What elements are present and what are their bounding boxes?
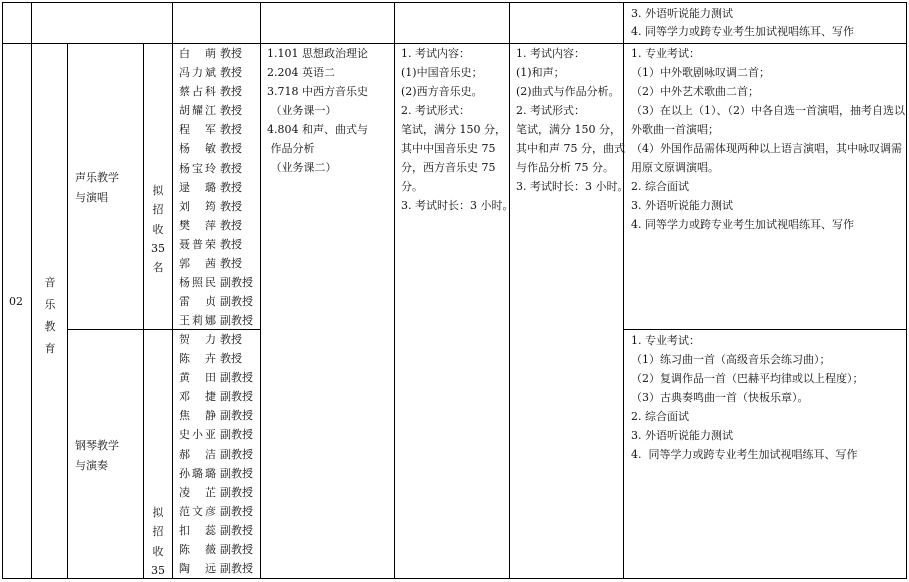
teacher-title: 教授	[220, 257, 242, 271]
quota-char: 拟	[152, 184, 164, 197]
teacher-name: 贺力	[179, 333, 216, 346]
teacher-row	[179, 464, 253, 483]
field-name	[40, 272, 60, 360]
teacher-row	[179, 425, 253, 444]
teacher-row	[179, 254, 253, 273]
teacher-name: 焦静	[179, 409, 216, 423]
teacher-row	[179, 349, 253, 368]
vocal-remarks: 1. 专业考试： （1）中外歌剧咏叹调二首； （2）中外艺术歌曲二首； （3）在以上（1）、（2）中各自选一首演唱，抽考自选以 外歌曲一首演唱； （4）外国作品需体现两种以上语言演唱，其中咏叹调需 用原文原调演唱。 2. 综合面试 3. 外语听说能力测试 4. 同等学力或跨专业考生加试视唱练耳、写作	[631, 47, 905, 231]
teacher-name: 扣蕊	[179, 523, 216, 537]
teacher-name: 凌芷	[179, 485, 216, 499]
teacher-title: 教授	[220, 237, 242, 251]
teacher-row	[179, 445, 253, 464]
teacher-name: 邓捷	[179, 390, 216, 404]
teacher-row	[179, 559, 253, 578]
teacher-name: 郭茜	[179, 257, 216, 271]
quota-char: 招	[152, 203, 164, 217]
teacher-row	[179, 120, 253, 139]
field-char: 音	[44, 276, 56, 289]
teacher-title: 教授	[220, 161, 242, 175]
quota-char: 收	[152, 544, 164, 558]
exam-content-harmony: 1. 考试内容： (1)和声； (2)曲式与作品分析。 2. 考试形式： 笔试，满分 150 分， 其中和声 75 分，曲式 与作品分析 75 分。 3. 考试时长：3 小时。	[516, 47, 629, 193]
teacher-row	[179, 235, 253, 254]
quota-char: 35	[151, 241, 165, 255]
teacher-name: 杨宝玲	[179, 161, 216, 175]
teacher-title: 副教授	[220, 314, 253, 328]
teacher-title: 教授	[220, 123, 242, 137]
top-remark-line: 3. 外语听说能力测试	[631, 7, 733, 20]
teacher-title: 副教授	[220, 276, 253, 290]
teacher-name: 胡耀江	[179, 104, 216, 118]
teacher-row	[179, 292, 253, 311]
teacher-name: 陈卉	[179, 352, 216, 366]
teacher-row	[179, 101, 253, 120]
teacher-title: 教授	[220, 199, 242, 213]
teacher-row	[179, 368, 253, 387]
quota-char: 招	[152, 525, 164, 539]
teacher-title: 副教授	[220, 504, 253, 518]
field-char: 教	[44, 320, 56, 333]
teacher-name: 逯璐	[179, 180, 216, 194]
vocal-direction: 声乐教学 与演唱	[75, 171, 119, 204]
exam-content-history: 1. 考试内容： (1)中国音乐史； (2)西方音乐史。 2. 考试形式： 笔试，满分 150 分， 其中中国音乐史 75 分，西方音乐史 75 分。 3. 考试时长：3 小时。	[401, 47, 514, 212]
teacher-name: 黄田	[179, 371, 216, 385]
teacher-row	[179, 216, 253, 235]
teacher-title: 教授	[220, 218, 242, 232]
teacher-name: 聂普荣	[179, 237, 216, 251]
teacher-title: 教授	[220, 85, 242, 99]
teacher-name: 冯力斌	[179, 66, 216, 80]
teacher-row	[179, 330, 253, 349]
teacher-title: 教授	[220, 333, 242, 346]
teacher-row	[179, 159, 253, 178]
teacher-title: 教授	[220, 352, 242, 366]
teacher-name: 王莉娜	[179, 314, 216, 328]
piano-quota	[146, 503, 170, 580]
quota-char: 拟	[152, 506, 164, 519]
teacher-row	[179, 44, 253, 63]
teacher-name: 陈薇	[179, 543, 216, 557]
teacher-name: 杨敏	[179, 142, 216, 156]
vocal-quota	[146, 181, 170, 277]
teacher-row	[179, 139, 253, 158]
teacher-row	[179, 197, 253, 216]
piano-teacher-list	[179, 330, 253, 578]
piano-direction: 钢琴教学 与演奏	[75, 439, 119, 472]
teacher-name: 刘筠	[179, 199, 216, 213]
teacher-row	[179, 406, 253, 425]
teacher-row	[179, 502, 253, 521]
teacher-title: 副教授	[220, 466, 253, 480]
quota-char: 收	[152, 222, 164, 236]
top-row-remarks	[631, 5, 854, 41]
teacher-row	[179, 483, 253, 502]
teacher-title: 副教授	[220, 409, 253, 423]
vocal-teacher-list	[179, 44, 253, 330]
teacher-name: 郝洁	[179, 447, 216, 461]
teacher-title: 副教授	[220, 447, 253, 461]
teacher-title: 教授	[220, 142, 242, 156]
teacher-title: 副教授	[220, 390, 253, 404]
teacher-name: 史小亚	[179, 428, 216, 442]
teacher-title: 副教授	[220, 543, 253, 557]
teacher-row	[179, 387, 253, 406]
teacher-row	[179, 178, 253, 197]
teacher-title: 副教授	[220, 485, 253, 499]
teacher-name: 孙璐璐	[179, 466, 216, 480]
teacher-name: 蔡占科	[179, 85, 216, 99]
teacher-name: 陶远	[179, 562, 216, 576]
teacher-name: 樊萍	[179, 218, 216, 232]
teacher-name: 杨照民	[179, 276, 216, 290]
teacher-title: 副教授	[220, 371, 253, 385]
teacher-title: 副教授	[220, 523, 253, 537]
piano-remarks: 1. 专业考试： （1）练习曲一首（高级音乐会练习曲）； （2）复调作品一首（巴赫平均律或以上程度）； （3）古典奏鸣曲一首（快板乐章）。 2. 综合面试 3. 外语听说能力测试 4. 同等学力或跨专业考生加试视唱练耳、写作	[631, 334, 864, 461]
exam-subjects: 1.101 思想政治理论 2.204 英语二 3.718 中西方音乐史 （业务课一） 4.804 和声、曲式与 作品分析 （业务课二）	[267, 47, 368, 174]
quota-char: 35	[151, 563, 165, 577]
teacher-name: 白萌	[179, 47, 216, 60]
teacher-title: 副教授	[220, 562, 253, 576]
teacher-title: 副教授	[220, 295, 253, 309]
teacher-title: 教授	[220, 180, 242, 194]
teacher-row	[179, 540, 253, 559]
teacher-row	[179, 82, 253, 101]
field-char: 乐	[44, 298, 56, 311]
top-remark-line: 4. 同等学力或跨专业考生加试视唱练耳、写作	[631, 25, 854, 38]
teacher-row	[179, 311, 253, 330]
teacher-name: 程军	[179, 123, 216, 137]
teacher-title: 副教授	[220, 428, 253, 442]
teacher-title: 教授	[220, 104, 242, 118]
teacher-name: 范文彦	[179, 504, 216, 518]
teacher-row	[179, 273, 253, 292]
field-char: 育	[44, 342, 56, 355]
quota-char: 名	[152, 261, 164, 275]
teacher-row	[179, 63, 253, 82]
teacher-name: 雷贞	[179, 295, 216, 309]
teacher-row	[179, 521, 253, 540]
teacher-title: 教授	[220, 66, 242, 80]
teacher-title: 教授	[220, 47, 242, 60]
program-code: 02	[9, 295, 23, 308]
